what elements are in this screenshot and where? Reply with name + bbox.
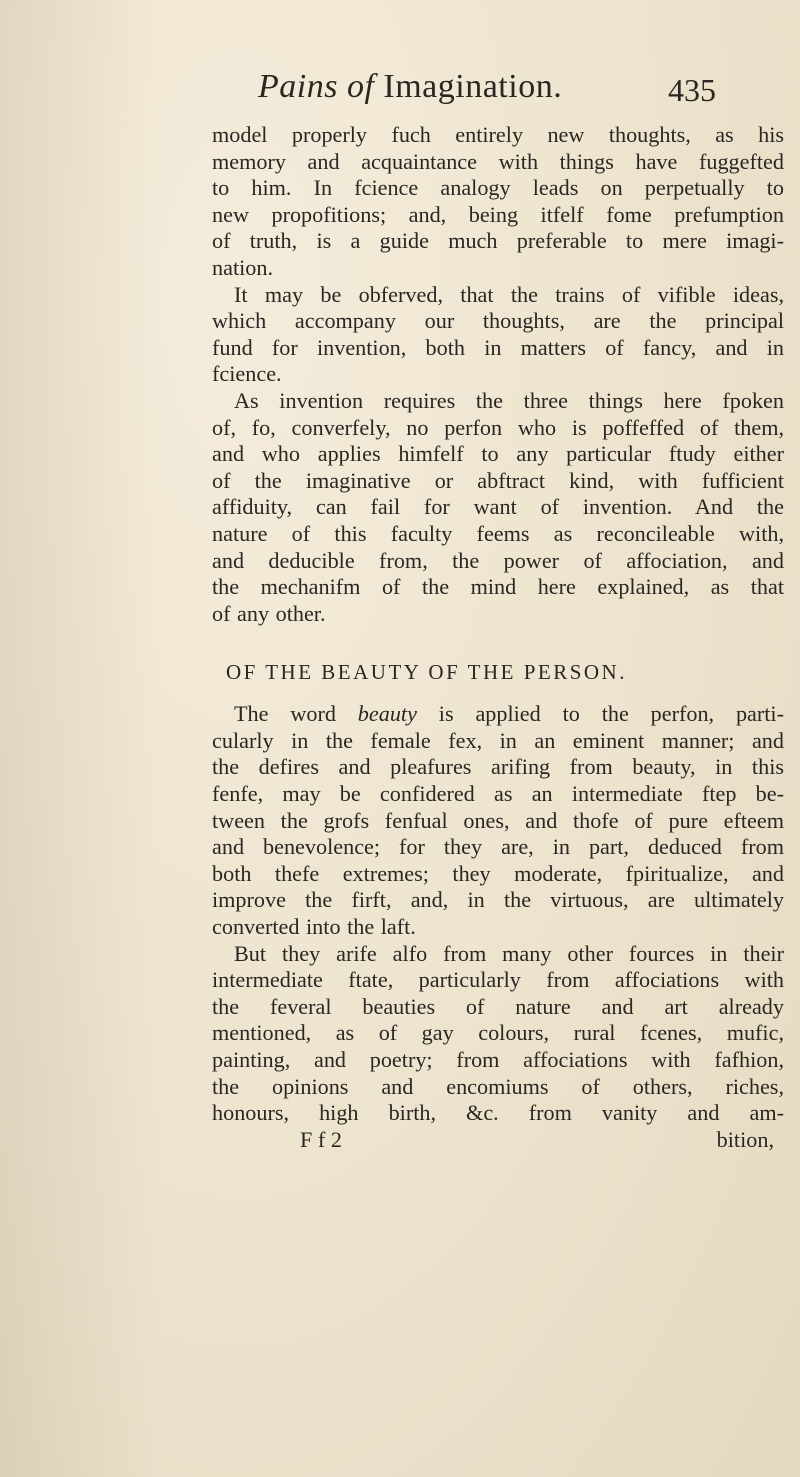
text-line: nature of this faculty feems as reconcileable with, bbox=[212, 520, 784, 546]
page-number: 435 bbox=[668, 72, 716, 108]
text-line: As invention requires the three things here fpoken bbox=[234, 387, 784, 413]
running-title-italic: Pains of bbox=[258, 68, 375, 105]
paragraph-invention bbox=[212, 388, 784, 627]
signature-mark: F f 2 bbox=[300, 1126, 342, 1152]
text-line: mentioned, as of gay colours, rural fcenes, mufic, bbox=[212, 1020, 784, 1046]
gutter-shadow bbox=[0, 0, 160, 1477]
text-line: affiduity, can fail for want of invention. And the bbox=[212, 494, 784, 520]
text-line: fenfe, may be confidered as an intermediate ftep be- bbox=[212, 781, 784, 807]
text-line: fund for invention, both in matters of fancy, and in bbox=[212, 334, 784, 360]
text-line: fcience. bbox=[212, 361, 282, 387]
text-run: The word bbox=[234, 701, 358, 727]
text-line: honours, high birth, &c. from vanity and am- bbox=[212, 1100, 784, 1126]
text-line: the feveral beauties of nature and art already bbox=[212, 993, 784, 1019]
text-line: tween the grofs fenfual ones, and thofe of pure efteem bbox=[212, 807, 784, 833]
text-line: memory and acquaintance with things have fuggefted bbox=[212, 148, 784, 174]
text-line: of the imaginative or abftract kind, with fufficient bbox=[212, 467, 784, 493]
text-line: nation. bbox=[212, 254, 274, 280]
italic-word: beauty bbox=[357, 701, 417, 727]
text-run: is applied to the perfon, parti- bbox=[416, 701, 784, 727]
text-line: of any other. bbox=[212, 600, 326, 626]
text-line: new propofitions; and, being itfelf fome prefumption bbox=[212, 201, 784, 227]
text-line: to him. In fcience analogy leads on perpetually to bbox=[212, 175, 784, 201]
text-block bbox=[212, 122, 784, 1153]
running-title-roman: Imagination. bbox=[374, 68, 563, 105]
paragraph-beauty bbox=[212, 701, 784, 940]
text-line bbox=[212, 701, 784, 728]
text-line: It may be obferved, that the trains of vifible ideas, bbox=[234, 281, 784, 307]
text-line: cularly in the female fex, in an eminent manner; and bbox=[212, 727, 784, 753]
text-line: and benevolence; for they are, in part, deduced from bbox=[212, 834, 784, 860]
catchword: bition, bbox=[716, 1126, 774, 1152]
text-line: improve the firft, and, in the virtuous, are ultimately bbox=[212, 887, 784, 913]
text-line: both thefe extremes; they moderate, fpiritualize, and bbox=[212, 860, 784, 886]
text-line: painting, and poetry; from affociations with fafhion, bbox=[212, 1047, 784, 1072]
running-title bbox=[258, 68, 562, 106]
paragraph-sources bbox=[212, 941, 784, 1127]
text-line: the opinions and encomiums of others, riches, bbox=[212, 1073, 784, 1099]
text-line: intermediate ftate, particularly from affociations with bbox=[212, 967, 784, 993]
text-line: But they arife alfo from many other fources in their bbox=[234, 940, 784, 966]
running-head bbox=[0, 60, 800, 110]
text-line: of truth, is a guide much preferable to mere imagi- bbox=[212, 228, 784, 254]
text-line: model properly fuch entirely new thoughts, as his bbox=[212, 122, 784, 147]
paragraph-continuation bbox=[212, 122, 784, 282]
text-line: the defires and pleafures arifing from beauty, in this bbox=[212, 754, 784, 780]
section-heading: OF THE BEAUTY OF THE PERSON. bbox=[226, 660, 627, 685]
text-line: and deducible from, the power of affociation, and bbox=[212, 547, 784, 573]
text-line: the mechanifm of the mind here explained, as that bbox=[212, 574, 784, 600]
text-line: and who applies himfelf to any particular ftudy either bbox=[212, 441, 784, 467]
text-line: converted into the laft. bbox=[212, 914, 416, 940]
text-line: which accompany our thoughts, are the principal bbox=[212, 308, 784, 334]
page-footer bbox=[212, 1127, 784, 1154]
paragraph-trains-of-ideas bbox=[212, 282, 784, 388]
text-line: of, fo, converfely, no perfon who is poffeffed of them, bbox=[212, 414, 784, 440]
